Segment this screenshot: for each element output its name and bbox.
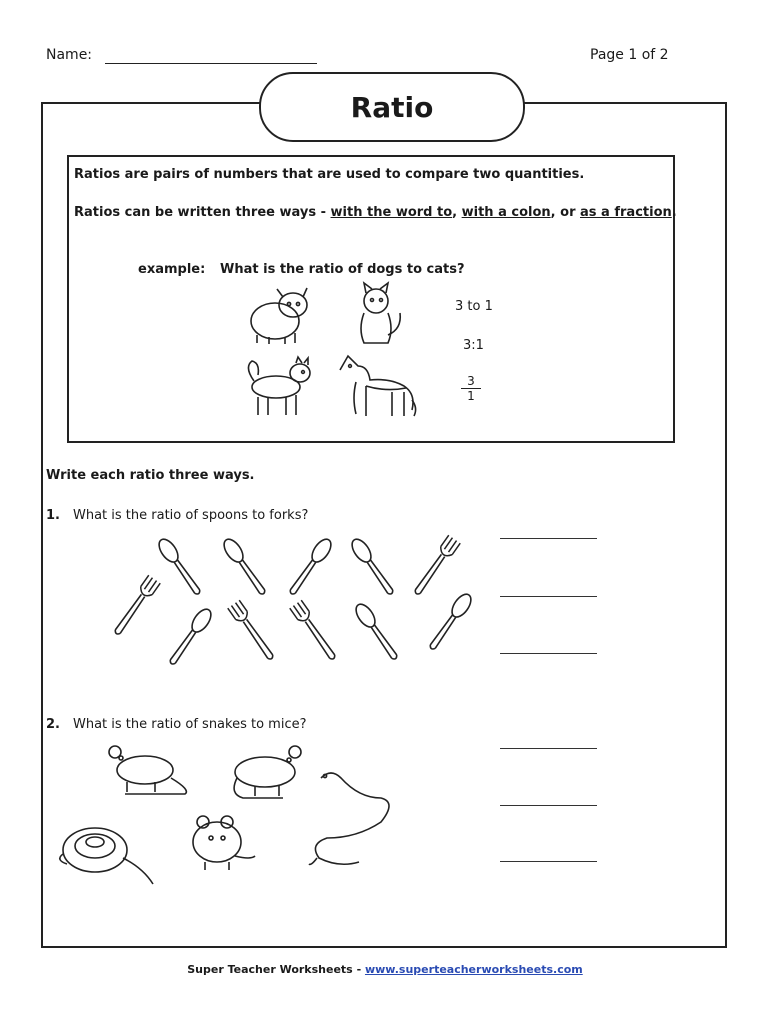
footer-link[interactable]: www.superteacherworksheets.com — [364, 963, 583, 976]
question-1-number: 1. — [46, 508, 60, 523]
way-fraction: as a fraction — [580, 205, 672, 220]
example-label: example: — [138, 262, 206, 277]
mouse-icon — [109, 746, 186, 794]
bulldog-icon — [245, 283, 315, 345]
answer-line[interactable] — [500, 748, 597, 749]
collie-icon — [336, 352, 418, 418]
name-label: Name: — [46, 47, 93, 63]
spoon-icon — [155, 536, 204, 598]
instructions: Write each ratio three ways. — [46, 468, 255, 483]
mouse-icon — [234, 746, 301, 798]
answer-line[interactable] — [500, 653, 597, 654]
spoon-icon — [352, 601, 401, 663]
mouse-icon — [193, 816, 255, 870]
answer-word-form: 3 to 1 — [455, 299, 493, 314]
spoon-icon — [166, 606, 215, 668]
footer-brand: Super Teacher Worksheets — [187, 963, 353, 976]
fork-icon — [411, 535, 461, 598]
fork-icon — [290, 600, 340, 663]
question-2-text: What is the ratio of snakes to mice? — [73, 717, 307, 732]
dog-icon — [240, 357, 316, 417]
name-line — [105, 63, 317, 64]
spoon-icon — [220, 536, 269, 598]
answer-line[interactable] — [500, 596, 597, 597]
question-1-text: What is the ratio of spoons to forks? — [73, 508, 309, 523]
spoons-forks-illustration — [105, 522, 495, 682]
question-2-number: 2. — [46, 717, 60, 732]
way-colon: with a colon — [461, 205, 551, 220]
page-title: Ratio — [259, 72, 525, 142]
answer-colon-form: 3:1 — [463, 338, 484, 353]
intro-line-2: Ratios can be written three ways - with the word to, with a colon, or as a fraction. — [74, 205, 677, 220]
spoon-icon — [348, 536, 397, 598]
spoon-icon — [426, 591, 475, 653]
answer-fraction-form: $\frac{3}{1}$ — [461, 374, 481, 403]
way-word: with the word to — [330, 205, 453, 220]
answer-line[interactable] — [500, 861, 597, 862]
footer: Super Teacher Worksheets - www.superteacherworksheets.com — [187, 963, 583, 976]
snakes-mice-illustration — [55, 738, 395, 888]
fork-icon — [111, 575, 161, 638]
answer-line[interactable] — [500, 538, 597, 539]
fork-icon — [228, 600, 278, 663]
answer-line[interactable] — [500, 805, 597, 806]
example-question: What is the ratio of dogs to cats? — [220, 262, 465, 277]
cat-icon — [350, 283, 408, 347]
snake-icon — [309, 773, 389, 864]
snake-icon — [60, 828, 153, 884]
spoon-icon — [286, 536, 335, 598]
intro-line-1: Ratios are pairs of numbers that are used to compare two quantities. — [74, 167, 585, 182]
page-number: Page 1 of 2 — [590, 47, 669, 63]
